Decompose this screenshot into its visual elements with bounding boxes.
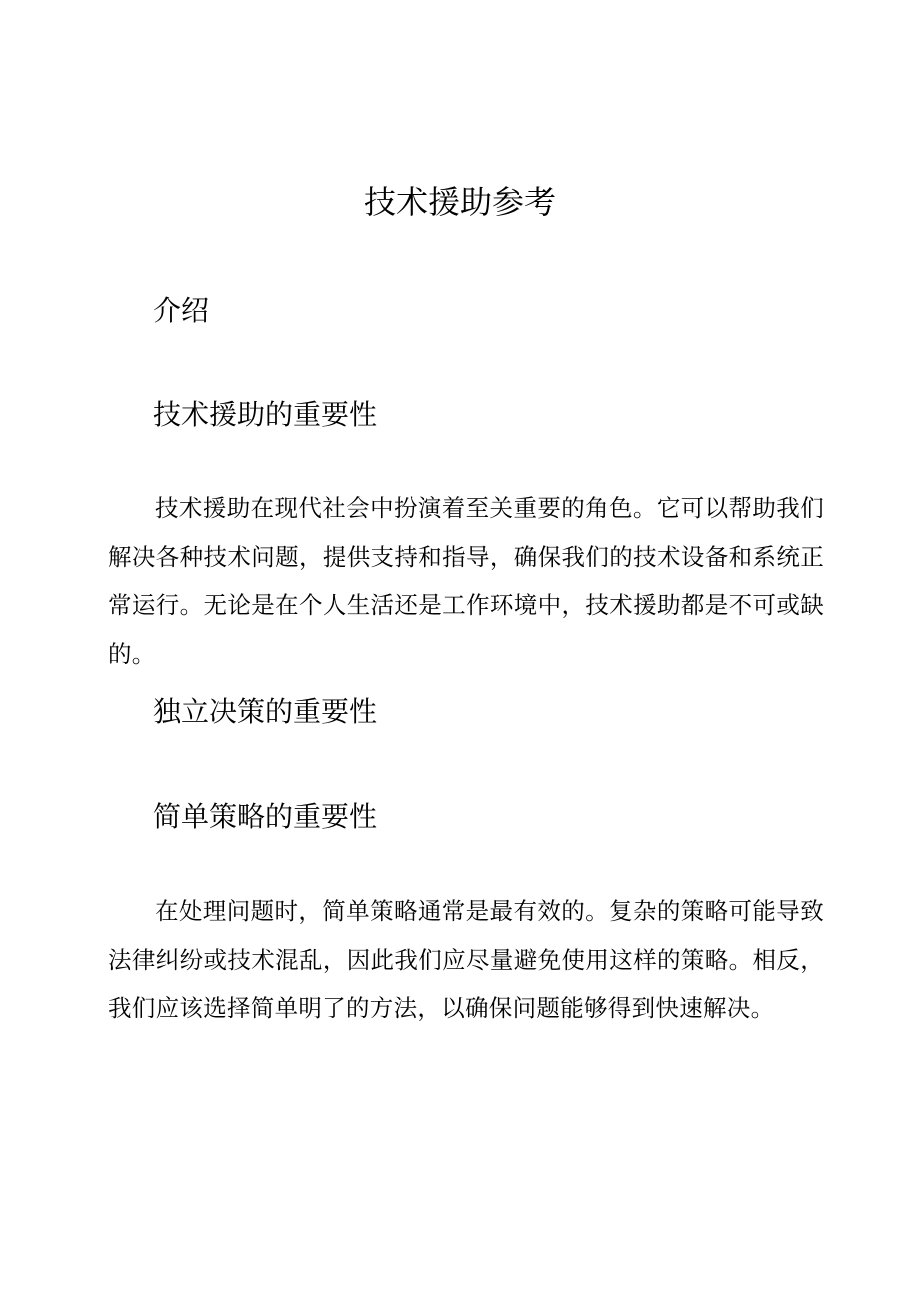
section-heading-simple-strategy: 简单策略的重要性 — [153, 800, 378, 833]
document-title: 技术援助参考 — [363, 183, 556, 221]
section-heading-independent-decision: 独立决策的重要性 — [153, 695, 378, 728]
paragraph-technical-assistance: 技术援助在现代社会中扮演着至关重要的角色。它可以帮助我们解决各种技术问题，提供支持和指导，确保我们的技术设备和系统正常运行。无论是在个人生活还是工作环境中，技术援助都是不可或缺的。 — [108, 494, 824, 668]
section-heading-introduction: 介绍 — [153, 294, 210, 327]
paragraph-simple-strategy: 在处理问题时，简单策略通常是最有效的。复杂的策略可能导致法律纠纷或技术混乱，因此我们应尽量避免使用这样的策略。相反，我们应该选择简单明了的方法，以确保问题能够得到快速解决。 — [108, 897, 824, 1022]
section-heading-technical-assistance: 技术援助的重要性 — [153, 398, 378, 431]
